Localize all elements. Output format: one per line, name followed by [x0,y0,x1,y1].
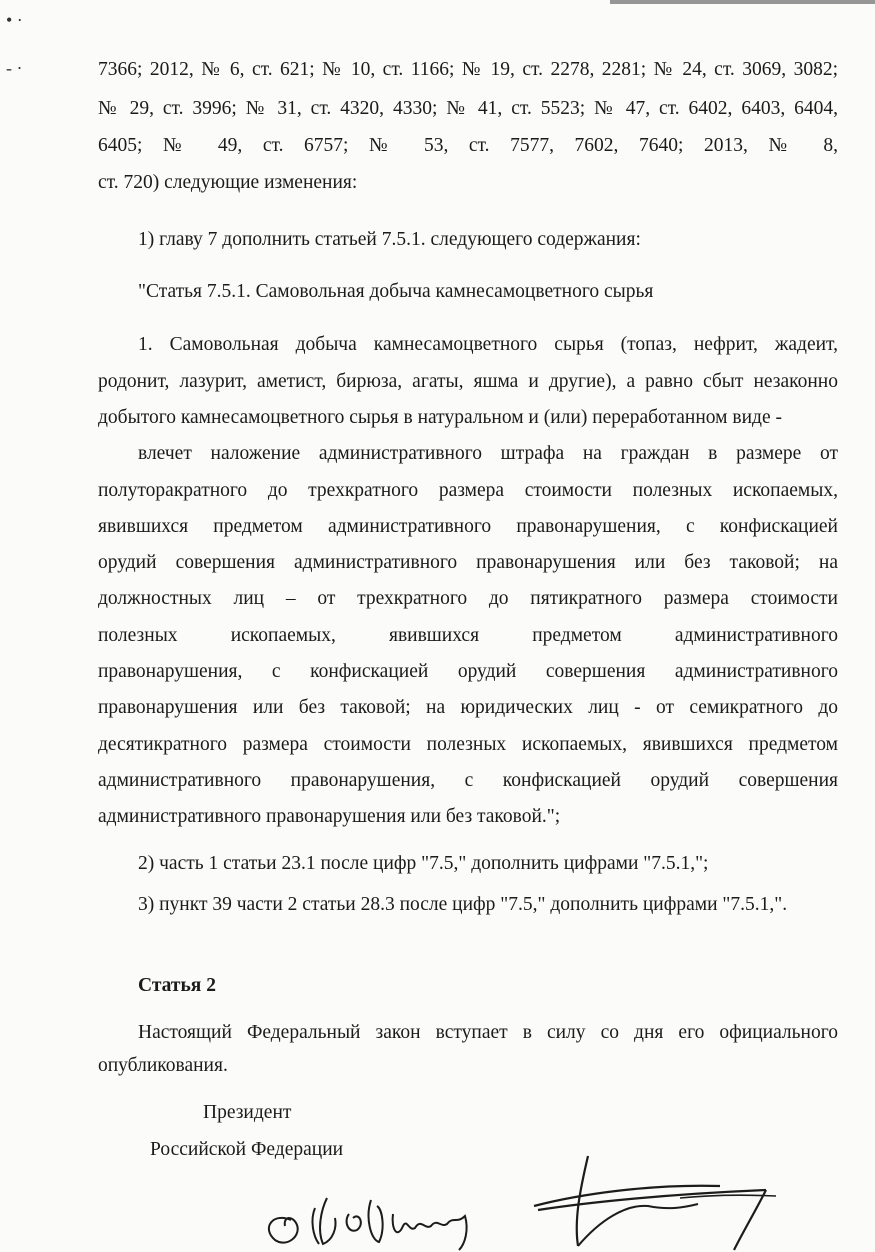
text-line: полуторакратного до трехкратного размера стоимости полезных ископаемых, [98,480,838,501]
text-line: полезных ископаемых, явившихся предметом административного [98,625,838,646]
text-line: 2) часть 1 статьи 23.1 после цифр "7.5," дополнить цифрами "7.5.1,"; [138,853,709,874]
scan-dot-mark: • · [6,10,23,30]
text-line: Настоящий Федеральный закон вступает в силу со дня его официального [138,1022,838,1043]
text-line: орудий совершения административного правонарушения или без таковой; на [98,552,838,573]
text-line: добытого камнесамоцветного сырья в натуральном и (или) переработанном виде - [98,407,782,428]
text-line: административного правонарушения, с конфискацией орудий совершения [98,770,838,791]
text-line: десятикратного размера стоимости полезных ископаемых, явившихся предметом [98,734,838,755]
text-line: правонарушения или без таковой; на юридических лиц - от семикратного до [98,697,838,718]
handwritten-signature-stroke [530,1150,790,1252]
article-heading-quoted: "Статья 7.5.1. Самовольная добыча камнесамоцветного сырья [138,281,654,302]
text-line: 6405; № 49, ст. 6757; № 53, ст. 7577, 7602, 7640; 2013, № 8, [98,135,838,156]
article-2-heading: Статья 2 [138,975,216,996]
text-line: опубликования. [98,1055,228,1076]
text-line: правонарушения, с конфискацией орудий совершения административного [98,661,838,682]
signatory-title: Президент [203,1102,292,1123]
text-line: влечет наложение административного штрафа на граждан в размере от [138,443,838,464]
text-line: должностных лиц – от трехкратного до пятикратного размера стоимости [98,588,838,609]
scan-dash-mark: - · [6,58,23,78]
handwritten-signature-name [255,1170,490,1252]
text-line: ст. 720) следующие изменения: [98,172,358,193]
text-line: административного правонарушения или без таковой."; [98,806,561,827]
signatory-country: Российской Федерации [150,1139,344,1160]
text-line: № 29, ст. 3996; № 31, ст. 4320, 4330; № 41, ст. 5523; № 47, ст. 6402, 6403, 6404, [98,98,838,119]
scan-edge-mark [610,0,875,4]
text-line: родонит, лазурит, аметист, бирюза, агаты, яшма и другие), а равно сбыт незаконно [98,371,838,392]
text-line: 7366; 2012, № 6, ст. 621; № 10, ст. 1166; № 19, ст. 2278, 2281; № 24, ст. 3069, 3082; [98,59,838,80]
text-line: 1. Самовольная добыча камнесамоцветного сырья (топаз, нефрит, жадеит, [138,334,838,355]
text-line: 1) главу 7 дополнить статьей 7.5.1. следующего содержания: [138,229,641,250]
text-line: 3) пункт 39 части 2 статьи 28.3 после цифр "7.5," дополнить цифрами "7.5.1,". [138,894,788,915]
text-line: явившихся предметом административного правонарушения, с конфискацией [98,516,838,537]
